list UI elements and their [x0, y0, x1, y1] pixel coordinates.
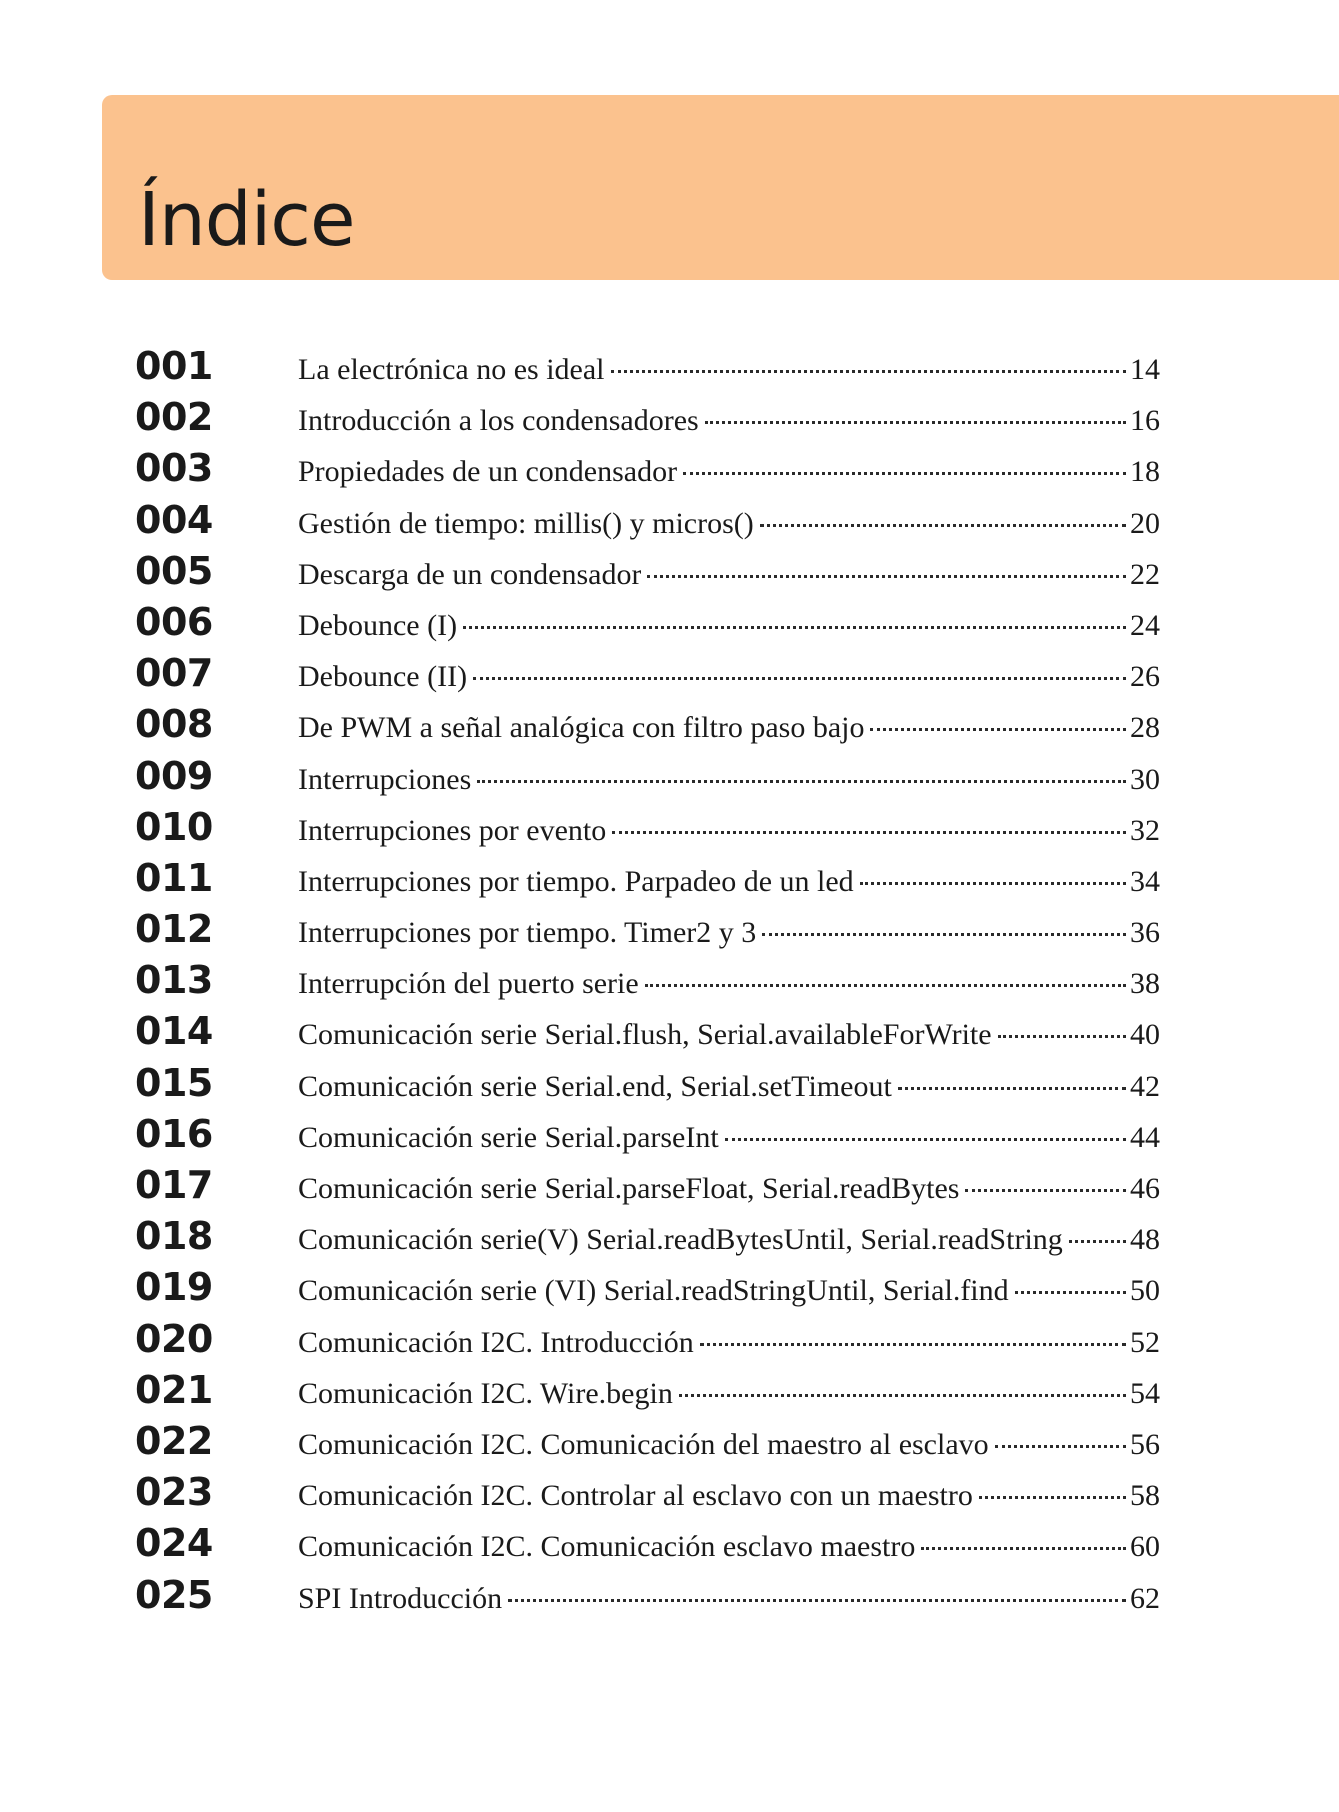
toc-entry-line: [298, 1172, 1160, 1206]
dot-leader: [725, 1138, 1126, 1141]
dot-leader: [473, 677, 1126, 680]
toc-entry[interactable]: [135, 344, 1160, 395]
toc-entry[interactable]: [135, 702, 1160, 753]
toc-entry-title: Gestión de tiempo: millis() y micros(): [298, 506, 754, 540]
toc-entry[interactable]: [135, 1265, 1160, 1316]
toc-entry-number: 002: [135, 395, 213, 440]
toc-entry[interactable]: [135, 805, 1160, 856]
dot-leader: [1015, 1291, 1126, 1294]
toc-entry-title: Comunicación serie Serial.parseFloat, Serial.readBytes: [298, 1172, 960, 1205]
toc-entry-title: Introducción a los condensadores: [298, 404, 699, 438]
toc-entry-title: Comunicación I2C. Wire.begin: [298, 1376, 673, 1410]
toc-entry-page: 44: [1130, 1120, 1160, 1154]
toc-entry-page: 46: [1130, 1172, 1160, 1205]
toc-entry-line: [298, 558, 1160, 592]
toc-entry-number: 011: [135, 855, 213, 900]
toc-entry-page: 36: [1130, 916, 1160, 950]
toc-entry-number: 022: [135, 1418, 213, 1463]
toc-entry-line: [298, 1326, 1160, 1360]
toc-entry-number: 016: [135, 1111, 213, 1156]
toc-entry-page: 18: [1130, 455, 1160, 489]
toc-entry-page: 14: [1130, 353, 1160, 386]
toc-entry[interactable]: [135, 1061, 1160, 1112]
toc-entry-page: 42: [1130, 1069, 1160, 1103]
toc-entry[interactable]: [135, 907, 1160, 958]
toc-entry-page: 38: [1130, 967, 1160, 1001]
toc-entry-number: 020: [135, 1316, 213, 1361]
toc-entry-line: [298, 763, 1160, 797]
toc-entry-number: 004: [135, 497, 213, 542]
toc-entry[interactable]: [135, 651, 1160, 702]
toc-entry-number: 021: [135, 1367, 213, 1412]
toc-entry[interactable]: [135, 1368, 1160, 1419]
toc-entry-page: 32: [1130, 813, 1160, 847]
page-title: Índice: [138, 177, 355, 263]
dot-leader: [705, 421, 1126, 424]
toc-entry-page: 26: [1130, 660, 1160, 694]
toc-entry-title: Comunicación I2C. Controlar al esclavo con un maestro: [298, 1479, 973, 1513]
toc-entry-title: De PWM a señal analógica con filtro paso bajo: [298, 711, 865, 745]
toc-entry-number: 019: [135, 1265, 213, 1310]
toc-entry[interactable]: [135, 1112, 1160, 1163]
dot-leader: [860, 882, 1126, 885]
toc-entry-page: 58: [1130, 1479, 1160, 1513]
toc-entry-line: [298, 1223, 1160, 1257]
toc-entry-line: [298, 967, 1160, 1001]
toc-entry[interactable]: [135, 1317, 1160, 1368]
dot-leader: [679, 1394, 1126, 1397]
toc-entry[interactable]: [135, 1214, 1160, 1265]
toc-entry-page: 16: [1130, 404, 1160, 438]
dot-leader: [508, 1599, 1126, 1602]
toc-entry-number: 015: [135, 1060, 213, 1105]
toc-entry-title: Interrupciones por tiempo. Timer2 y 3: [298, 916, 757, 950]
toc-entry-number: 012: [135, 907, 213, 952]
toc-entry-number: 023: [135, 1470, 213, 1515]
header-band: [102, 95, 1339, 280]
toc-entry-number: 010: [135, 804, 213, 849]
toc-entry-line: [298, 660, 1160, 694]
toc-entry-line: [298, 1582, 1160, 1616]
toc-entry-line: [298, 404, 1160, 438]
toc-entry-number: 018: [135, 1214, 213, 1259]
toc-entry-title: Comunicación I2C. Introducción: [298, 1325, 694, 1359]
toc-entry-title: Interrupciones: [298, 762, 472, 796]
dot-leader: [995, 1445, 1126, 1448]
toc-entry-title: Interrupción del puerto serie: [298, 967, 639, 1001]
toc-entry[interactable]: [135, 1470, 1160, 1521]
toc-entry-line: [298, 1018, 1160, 1052]
toc-entry-number: 017: [135, 1163, 213, 1207]
toc-entry-number: 025: [135, 1572, 213, 1617]
toc-entry-title: Debounce (I): [298, 608, 458, 642]
toc-entry-title: Propiedades de un condensador: [298, 455, 678, 489]
toc-entry-number: 006: [135, 599, 213, 644]
dot-leader: [647, 575, 1126, 578]
toc-entry-page: 22: [1130, 557, 1160, 591]
toc-entry[interactable]: [135, 1573, 1160, 1624]
dot-leader: [700, 1343, 1126, 1346]
toc-entry-page: 54: [1130, 1376, 1160, 1410]
dot-leader: [965, 1189, 1126, 1192]
toc-entry-title: Comunicación serie Serial.flush, Serial.availableForWrite: [298, 1018, 992, 1052]
toc-entry-number: 008: [135, 702, 213, 747]
dot-leader: [683, 472, 1126, 475]
toc-entry-line: [298, 1377, 1160, 1411]
toc-entry-line: [298, 455, 1160, 489]
dot-leader: [979, 1496, 1126, 1499]
toc-entry-page: 62: [1130, 1581, 1160, 1615]
toc-entry-page: 24: [1130, 608, 1160, 642]
toc-entry-line: [298, 1274, 1160, 1308]
toc-entry-page: 48: [1130, 1223, 1160, 1257]
toc-entry-title: Comunicación serie(V) Serial.readBytesUntil, Serial.readString: [298, 1223, 1063, 1257]
dot-leader: [612, 831, 1126, 834]
toc-entry-number: 013: [135, 958, 213, 1003]
dot-leader: [463, 626, 1126, 629]
toc-entry-title: SPI Introducción: [298, 1581, 503, 1615]
toc-entry[interactable]: [135, 1163, 1160, 1214]
dot-leader: [898, 1087, 1126, 1090]
toc-entry-line: [298, 711, 1160, 745]
dot-leader: [998, 1035, 1126, 1038]
toc-entry-line: [298, 609, 1160, 643]
dot-leader: [477, 780, 1126, 783]
toc-entry-number: 003: [135, 446, 213, 491]
toc-entry-line: [298, 814, 1160, 848]
toc-entry-number: 014: [135, 1009, 213, 1054]
toc-entry-page: 28: [1130, 711, 1160, 745]
toc-entry[interactable]: [135, 1009, 1160, 1060]
toc-entry-number: 024: [135, 1521, 213, 1566]
toc-entry[interactable]: [135, 1521, 1160, 1572]
toc-entry-page: 56: [1130, 1427, 1160, 1461]
dot-leader: [870, 728, 1126, 731]
toc-entry[interactable]: [135, 958, 1160, 1009]
dot-leader: [762, 933, 1126, 936]
toc-entry-number: 005: [135, 548, 213, 593]
toc-entry-title: Comunicación serie Serial.parseInt: [298, 1120, 719, 1154]
toc-entry-page: 40: [1130, 1018, 1160, 1052]
dot-leader: [1069, 1240, 1126, 1243]
toc-entry[interactable]: [135, 1419, 1160, 1470]
toc-entry[interactable]: [135, 856, 1160, 907]
toc-entry-page: 30: [1130, 762, 1160, 796]
dot-leader: [760, 524, 1126, 527]
toc-entry-title: Comunicación serie Serial.end, Serial.setTimeout: [298, 1069, 892, 1103]
toc-entry-page: 34: [1130, 864, 1160, 898]
toc-entry[interactable]: [135, 498, 1160, 549]
toc-entry[interactable]: [135, 549, 1160, 600]
toc-entry-title: Comunicación I2C. Comunicación esclavo maestro: [298, 1530, 916, 1564]
toc-entry-page: 52: [1130, 1325, 1160, 1359]
toc-entry-title: Descarga de un condensador: [298, 557, 642, 591]
toc-entry-title: La electrónica no es ideal: [298, 353, 605, 386]
toc-entry-page: 50: [1130, 1274, 1160, 1308]
toc-entry[interactable]: [135, 395, 1160, 446]
toc-entry-title: Comunicación I2C. Comunicación del maestro al esclavo: [298, 1427, 989, 1461]
toc-entry-line: [298, 1530, 1160, 1564]
toc-entry-title: Comunicación serie (VI) Serial.readStringUntil, Serial.find: [298, 1274, 1009, 1308]
toc-entry-line: [298, 1121, 1160, 1155]
toc-entry-line: [298, 353, 1160, 387]
toc-entry-line: [298, 865, 1160, 899]
toc-entry[interactable]: [135, 446, 1160, 497]
toc-entry-number: 007: [135, 651, 213, 696]
dot-leader: [921, 1547, 1126, 1550]
toc-entry[interactable]: [135, 754, 1160, 805]
toc-entry-title: Debounce (II): [298, 660, 468, 694]
toc-entry-line: [298, 1428, 1160, 1462]
toc-entry-line: [298, 1479, 1160, 1513]
toc-entry-title: Interrupciones por evento: [298, 813, 607, 847]
toc-entry-page: 20: [1130, 506, 1160, 540]
dot-leader: [645, 984, 1126, 987]
toc-entry-page: 60: [1130, 1530, 1160, 1564]
toc-entry-line: [298, 1070, 1160, 1104]
toc-entry-line: [298, 507, 1160, 541]
dot-leader: [611, 370, 1126, 373]
toc-entry-title: Interrupciones por tiempo. Parpadeo de un led: [298, 864, 854, 898]
table-of-contents: [135, 344, 1160, 1624]
toc-entry[interactable]: [135, 600, 1160, 651]
toc-entry-line: [298, 916, 1160, 950]
toc-entry-number: 001: [135, 344, 213, 388]
toc-entry-number: 009: [135, 753, 213, 798]
